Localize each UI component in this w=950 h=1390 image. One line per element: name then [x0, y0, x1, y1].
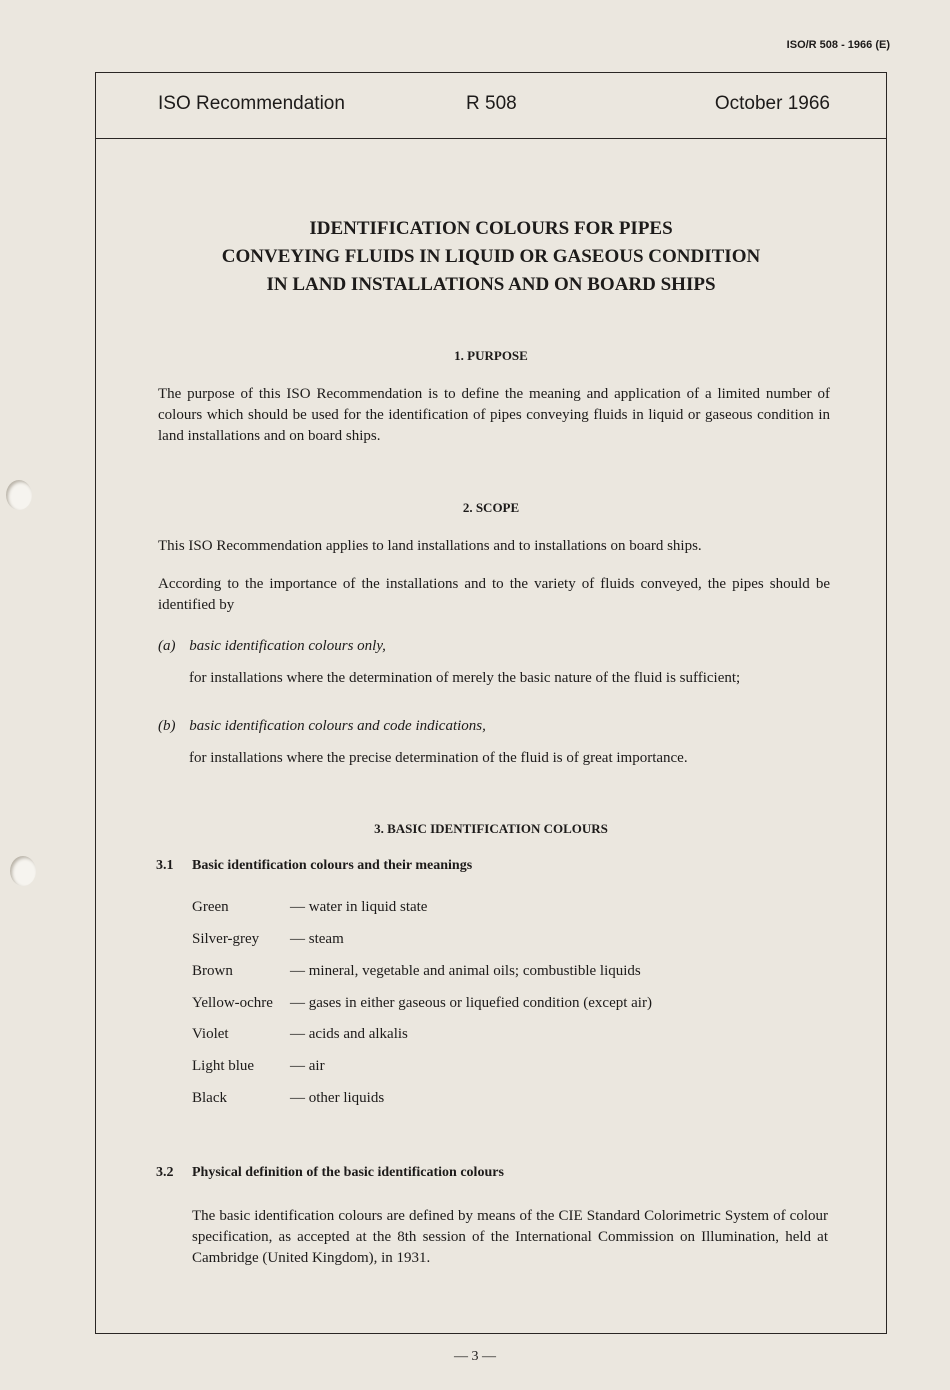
colour-name: Yellow-ochre — [192, 995, 273, 1011]
item-b-label: (b) — [158, 718, 176, 734]
header-date: October 1966 — [714, 93, 830, 114]
subsection-3-2-number: 3.2 — [156, 1165, 174, 1180]
header-recommendation: ISO Recommendation — [158, 93, 345, 114]
colour-meaning: — water in liquid state — [290, 899, 428, 915]
item-a-label: (a) — [158, 638, 176, 654]
scope-para-2: According to the importance of the installations and to the variety of fluids conveyed, the pipes should be identified by — [158, 576, 830, 613]
punch-hole-lower — [10, 856, 36, 886]
subsection-3-1 — [156, 858, 472, 874]
scope-item-a — [158, 636, 830, 657]
colour-row — [192, 1090, 384, 1107]
colour-meaning: — steam — [290, 931, 344, 947]
title-line-2: CONVEYING FLUIDS IN LIQUID OR GASEOUS CONDITION — [221, 246, 761, 267]
colour-row — [192, 1058, 325, 1075]
colour-row — [192, 899, 427, 916]
item-b-title: basic identification colours and code indications, — [189, 718, 486, 734]
subsection-3-1-number: 3.1 — [156, 858, 174, 873]
subsection-3-2-text: The basic identification colours are defined by means of the CIE Standard Colorimetric System of colour specification, as accepted at the 8th session of the International Commission on Illumination, held at Cambridge (United Kingdom), in 1931. — [192, 1208, 828, 1266]
section-heading-scope: 2. SCOPE — [462, 500, 520, 515]
punch-hole-upper — [6, 480, 32, 510]
item-b-text: for installations where the precise determination of the fluid is of great importance. — [189, 750, 688, 766]
title-line-1: IDENTIFICATION COLOURS FOR PIPES — [309, 218, 673, 239]
title-line-3: IN LAND INSTALLATIONS AND ON BOARD SHIPS — [266, 274, 716, 295]
document-header — [96, 73, 886, 139]
colour-row — [192, 963, 641, 980]
subsection-3-1-title: Basic identification colours and their meanings — [192, 858, 473, 873]
colour-meaning: — mineral, vegetable and animal oils; combustible liquids — [290, 963, 641, 979]
colour-meaning: — other liquids — [290, 1090, 385, 1106]
item-a-text: for installations where the determination of merely the basic nature of the fluid is sufficient; — [189, 670, 741, 686]
document-title — [95, 215, 887, 299]
colour-meaning: — air — [290, 1058, 325, 1074]
colour-name: Silver-grey — [192, 931, 260, 947]
scope-item-b — [158, 716, 830, 737]
subsection-3-2-title: Physical definition of the basic identification colours — [192, 1165, 504, 1180]
colour-row — [192, 931, 344, 948]
header-number: R 508 — [466, 93, 517, 114]
subsection-3-2 — [156, 1165, 504, 1181]
section-heading-purpose: 1. PURPOSE — [454, 348, 528, 363]
page-tag: ISO/R 508 - 1966 (E) — [786, 39, 890, 51]
colour-name: Violet — [192, 1026, 229, 1042]
item-a-title: basic identification colours only, — [189, 638, 386, 654]
section-heading-basic-colours: 3. BASIC IDENTIFICATION COLOURS — [374, 821, 608, 836]
scope-para-1: This ISO Recommendation applies to land installations and to installations on board ships. — [158, 538, 702, 554]
colour-name: Green — [192, 899, 229, 915]
colour-name: Light blue — [192, 1058, 255, 1074]
colour-name: Black — [192, 1090, 227, 1106]
page-number: — 3 — — [454, 1349, 496, 1364]
colour-meaning: — gases in either gaseous or liquefied condition (except air) — [290, 995, 652, 1011]
colour-row — [192, 995, 652, 1012]
colour-meaning: — acids and alkalis — [290, 1026, 408, 1042]
colour-name: Brown — [192, 963, 233, 979]
purpose-text: The purpose of this ISO Recommendation is to define the meaning and application of a limited number of colours which should be used for the identification of pipes conveying fluids in liquid or gaseous condition in land installations and on board ships. — [158, 386, 830, 444]
colour-row — [192, 1026, 408, 1043]
